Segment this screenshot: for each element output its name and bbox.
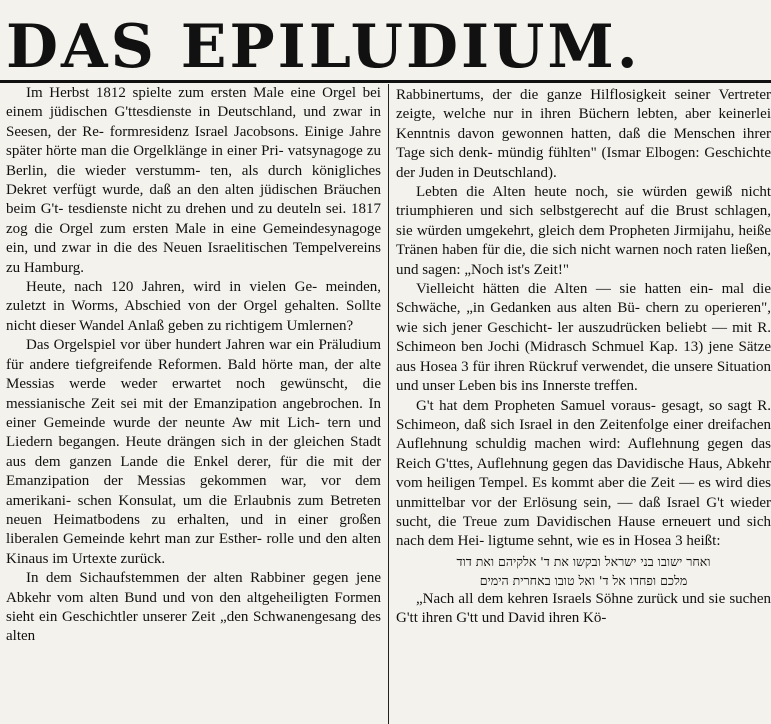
text-line: ler auszudrücken beliebt — mit R. Schimeon bbox=[396, 319, 771, 356]
text-line: sucht, die Treue zum Davidischen bbox=[396, 513, 618, 530]
text-line: ben Jochi (Midrasch Schmuel Kap. 13) jene bbox=[461, 339, 739, 356]
text-line: der Orgel gehalten. Sollte nicht dieser Wandel bbox=[6, 298, 381, 334]
text-line: Anlaß geben zu richtigem Umlernen? bbox=[127, 317, 354, 334]
text-line: der Erlösung sein, — daß Israel G't wieder bbox=[497, 494, 771, 511]
left-column bbox=[6, 84, 381, 647]
text-line: vatsynagoge zu Berlin, die wieder verstumm- bbox=[6, 143, 382, 179]
text-line: Enkel derer, für die mit der Emanzipation der bbox=[6, 453, 381, 490]
column-divider bbox=[388, 84, 389, 724]
text-line: In dem Sichaufstemmen der alten Rabbiner bbox=[26, 570, 313, 587]
paragraph bbox=[6, 569, 381, 647]
text-line: des Neuen Israelitischen Tempelvereins zu bbox=[6, 240, 381, 276]
text-line: Messias gekommen war, vor dem amerikani- bbox=[6, 473, 381, 509]
text-line: meinden, zuletzt in Worms, Abschied von bbox=[6, 279, 381, 315]
paragraph bbox=[396, 86, 771, 183]
paragraph bbox=[6, 336, 381, 569]
text-line: altgeheiligten Formen sieht ein Geschichtler bbox=[6, 589, 381, 625]
text-line: Gemeinde wurde der neunte Aw mit Lich- bbox=[43, 414, 328, 431]
text-line: Hause erneuert und sich nach dem Hei- bbox=[396, 513, 771, 550]
text-line: Sätze aus Hosea 3 für ihren Rückruf verwendet, bbox=[396, 339, 771, 375]
text-line: formresidenz Israel Jacobsons. Einige Jahre bbox=[109, 123, 381, 140]
text-line: Haus, Abkehr vom heiligen Tempel. Es kommt bbox=[396, 455, 771, 492]
text-line: sei mit der Emanzipation angebrochen. In einer bbox=[6, 395, 381, 431]
text-line: rolle und den alten Kinaus im Urtexte zurück. bbox=[6, 531, 381, 567]
right-column bbox=[396, 86, 771, 629]
text-line: G't hat dem Propheten Samuel voraus- bbox=[416, 397, 662, 414]
text-line: großen liberalen Gemeinde kehrt man zur Esther- bbox=[6, 511, 381, 548]
text-line: gewiß nicht triumphieren und sich selbstgerecht bbox=[396, 184, 771, 220]
text-line: ואחר ישובו בני ישראל ובקשו את ד' אלקיהם ואת דוד bbox=[456, 553, 711, 569]
text-line: neuen Heimatbodens zu erhalten, und in einer bbox=[6, 511, 340, 528]
paragraph bbox=[396, 280, 771, 396]
text-line: Das Orgelspiel vor über hundert Jahren war bbox=[26, 337, 296, 354]
text-line: Orgel bei einem jüdischen G'ttesdienste in bbox=[6, 85, 381, 121]
text-line: hatten, daß die Menschen ihrer Tage sich denk- bbox=[396, 125, 771, 162]
text-line: Hamburg. bbox=[23, 259, 85, 276]
paragraph bbox=[6, 278, 381, 336]
text-line: unserer Zeit „den Schwanengesang des alten bbox=[6, 608, 381, 645]
paragraph bbox=[396, 590, 771, 629]
text-line: מלכם ופחדו אל ד' ואל טובו באחרית הימים bbox=[479, 572, 688, 588]
text-line: die unsere Situation und unser Leben bis ins bbox=[396, 358, 771, 395]
text-line: gesagt, so sagt R. Schimeon, daß sich Israel in den bbox=[396, 397, 771, 433]
text-line: Gemeindesynagoge ein, und zwar in die bbox=[6, 220, 381, 257]
text-line: Vertreter zeigte, welche nur in ihren Büchern bbox=[396, 87, 771, 123]
text-line: Vielleicht hätten die Alten — sie hatten ein- bbox=[416, 281, 722, 298]
article-title: DAS EPILUDIUM. bbox=[6, 12, 641, 82]
text-line: haben für die, die sich nicht warnen noch raten bbox=[442, 242, 731, 259]
text-line: erwartet noch gewünscht, die messianische Zeit bbox=[6, 376, 381, 412]
text-line: Innerste treffen. bbox=[542, 378, 638, 395]
text-line: Rabbinertums, der die ganze Hilflosigkeit seiner bbox=[396, 87, 719, 103]
text-line: ein Präludium für andere tiefgreifende Reformen. bbox=[6, 337, 381, 373]
text-line: auf die Brust schlagen, sie würden umgekehrt, bbox=[396, 203, 771, 239]
text-line: „Nach all dem kehren Israels Söhne zurück und bbox=[416, 590, 709, 607]
text-line: mal die Schwäche, „in Gedanken aus alten Bü- bbox=[396, 281, 771, 317]
text-line: Reich G'ttes, Auflehnung gegen das Davidische bbox=[396, 455, 689, 472]
text-line: lebten, aber keinerlei Kenntnis davon gewonnen bbox=[396, 106, 771, 142]
text-line: Im Herbst 1812 spielte zum ersten Male eine bbox=[26, 85, 323, 101]
text-line: schen Konsulat, um die Erlaubnis zum Betreten bbox=[77, 492, 381, 509]
text-line: später hörte man die Orgelklänge in einer Pri- bbox=[6, 143, 288, 160]
text-line: mündig fühlten" (Ismar Elbogen: Geschichte der bbox=[396, 145, 771, 181]
text-line: gleich dem Propheten Jirmijahu, heiße Tränen bbox=[396, 222, 771, 259]
text-line: ten, als durch königliches Dekret verfügt wurde, bbox=[6, 162, 381, 199]
text-line: schuldig machen wird: Auflehnung gegen das bbox=[475, 436, 771, 453]
text-line: ließen, und sagen: „Noch ist's Zeit!" bbox=[396, 242, 771, 278]
text-line: aber die Zeit — es wird dies unmittelbar vor bbox=[396, 475, 771, 511]
text-line: daß an den alten jüdischen Bräuchen beim G't- bbox=[6, 182, 381, 218]
text-line: tesdienste nicht zu drehen und zu deuteln sei. bbox=[68, 201, 351, 218]
title-rule bbox=[0, 80, 771, 83]
text-line: Bald hörte man, der alte Messias werde weder bbox=[6, 356, 381, 393]
text-line: tern und Liedern begangen. Heute drängen sich bbox=[6, 414, 381, 451]
text-line: Deutschland, und zwar in Seesen, der Re- bbox=[6, 104, 381, 140]
text-line: chern zu operieren", wie sich jener Geschicht- bbox=[396, 300, 771, 336]
text-line: Juden in Deutschland). bbox=[418, 164, 557, 181]
paragraph bbox=[396, 183, 771, 280]
text-line: 1817 zog die Orgel zum ersten Male in eine bbox=[6, 201, 381, 237]
text-line: Lebten die Alten heute noch, sie würden bbox=[416, 184, 696, 201]
text-line: ligtume sehnt, wie es in Hosea 3 heißt: bbox=[488, 533, 721, 550]
text-line: gegen jene Abkehr vom alten Bund und von den bbox=[6, 570, 381, 606]
paragraph bbox=[6, 84, 381, 278]
text-line: sie suchen G'tt ihren G'tt und David ihren Kö- bbox=[396, 590, 771, 627]
hebrew-quote bbox=[396, 552, 771, 590]
text-line: Zeitenfolge einer dreifachen Auflehnung bbox=[396, 416, 771, 453]
text-line: Heute, nach 120 Jahren, wird in vielen Ge- bbox=[26, 279, 326, 296]
text-line: in der gleichen Stadt aus dem ganzen Lande die bbox=[6, 434, 381, 470]
paragraph bbox=[396, 397, 771, 552]
